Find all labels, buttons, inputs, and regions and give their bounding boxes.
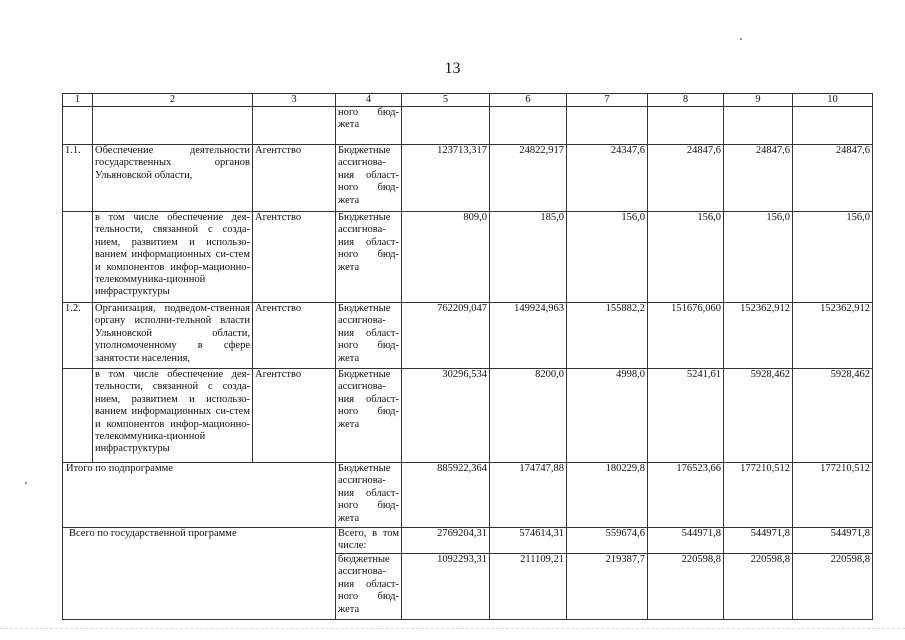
subtotal-label: Итого по подпрограмме xyxy=(63,463,336,528)
value-cell: 8200,0 xyxy=(490,369,567,463)
value-cell xyxy=(648,107,724,145)
header-cell: 6 xyxy=(490,94,567,107)
page-number: 13 xyxy=(444,60,461,77)
row-number-cell: 1.2. xyxy=(63,303,93,369)
budget-table xyxy=(62,93,873,620)
value-cell: 24847,6 xyxy=(793,145,873,212)
executor-cell: Агентство xyxy=(253,145,336,212)
name-cell: Организация, подведом-ственная органу исполни-тельной власти Ульяновской области, уполномоченному в сфере занятости населения, xyxy=(93,303,253,369)
value-cell xyxy=(567,107,648,145)
value-cell: 220598,8 xyxy=(648,554,724,620)
header-row xyxy=(63,94,873,107)
value-cell xyxy=(724,107,793,145)
value-cell: 180229,8 xyxy=(567,463,648,528)
row-number-cell xyxy=(63,212,93,303)
source-cell: Бюджетные ассигнова-ния област-ного бюд-жета xyxy=(336,145,402,212)
value-cell: 177210,512 xyxy=(793,463,873,528)
value-cell: 177210,512 xyxy=(724,463,793,528)
header-cell: 5 xyxy=(402,94,490,107)
value-cell: 156,0 xyxy=(793,212,873,303)
source-cell: Всего, в том числе: xyxy=(336,528,402,554)
scan-speck xyxy=(25,482,27,484)
executor-cell: Агентство xyxy=(253,212,336,303)
value-cell: 1092293,31 xyxy=(402,554,490,620)
value-cell: 5241,61 xyxy=(648,369,724,463)
name-cell xyxy=(93,107,253,145)
scan-speck xyxy=(740,38,742,40)
value-cell: 211109,21 xyxy=(490,554,567,620)
table-row xyxy=(63,303,873,369)
source-cell: Бюджетные ассигнова-ния област-ного бюд-жета xyxy=(336,369,402,463)
table-row xyxy=(63,212,873,303)
source-cell: Бюджетные ассигнова-ния област-ного бюд-жета xyxy=(336,303,402,369)
value-cell: 155882,2 xyxy=(567,303,648,369)
header-cell: 1 xyxy=(63,94,93,107)
value-cell: 156,0 xyxy=(567,212,648,303)
value-cell: 123713,317 xyxy=(402,145,490,212)
source-cell: Бюджетные ассигнова-ния област-ного бюд-жета xyxy=(336,212,402,303)
source-cell: ного бюд-жета xyxy=(336,107,402,145)
value-cell: 220598,8 xyxy=(793,554,873,620)
value-cell: 151676,060 xyxy=(648,303,724,369)
value-cell: 809,0 xyxy=(402,212,490,303)
value-cell: 2769204,31 xyxy=(402,528,490,554)
value-cell: 174747,88 xyxy=(490,463,567,528)
value-cell: 5928,462 xyxy=(793,369,873,463)
value-cell: 559674,6 xyxy=(567,528,648,554)
header-cell: 8 xyxy=(648,94,724,107)
value-cell: 185,0 xyxy=(490,212,567,303)
value-cell: 220598,8 xyxy=(724,554,793,620)
table-row xyxy=(63,369,873,463)
continuation-row xyxy=(63,107,873,145)
name-cell: в том числе обеспечение дея-тельности, связанной с созда-нием, развитием и использо-ванием информационных си-стем и компонентов инфор-мационно-телекоммуника-ционной инфраструктуры xyxy=(93,212,253,303)
value-cell: 149924,963 xyxy=(490,303,567,369)
total-label: Всего по государственной программе xyxy=(63,528,336,620)
value-cell: 544971,8 xyxy=(793,528,873,554)
value-cell: 152362,912 xyxy=(724,303,793,369)
value-cell: 4998,0 xyxy=(567,369,648,463)
source-cell: Бюджетные ассигнова-ния област-ного бюд-жета xyxy=(336,463,402,528)
value-cell: 152362,912 xyxy=(793,303,873,369)
name-cell: в том числе обеспечение дея-тельности, связанной с созда-нием, развитием и использо-ванием информационных си-стем и компонентов инфор-мационно-телекоммуника-ционной инфраструктуры xyxy=(93,369,253,463)
value-cell: 544971,8 xyxy=(648,528,724,554)
value-cell: 24822,917 xyxy=(490,145,567,212)
value-cell: 885922,364 xyxy=(402,463,490,528)
header-cell: 9 xyxy=(724,94,793,107)
value-cell xyxy=(402,107,490,145)
executor-cell: Агентство xyxy=(253,303,336,369)
header-cell: 7 xyxy=(567,94,648,107)
value-cell: 762209,047 xyxy=(402,303,490,369)
value-cell: 156,0 xyxy=(724,212,793,303)
value-cell: 24347,6 xyxy=(567,145,648,212)
scan-edge xyxy=(0,628,905,629)
source-cell: бюджетные ассигнова-ния област-ного бюд-жета xyxy=(336,554,402,620)
header-cell: 4 xyxy=(336,94,402,107)
row-number-cell xyxy=(63,369,93,463)
value-cell: 5928,462 xyxy=(724,369,793,463)
value-cell: 574614,31 xyxy=(490,528,567,554)
value-cell: 156,0 xyxy=(648,212,724,303)
value-cell xyxy=(793,107,873,145)
value-cell: 30296,534 xyxy=(402,369,490,463)
row-number-cell: 1.1. xyxy=(63,145,93,212)
table-row xyxy=(63,145,873,212)
header-cell: 3 xyxy=(253,94,336,107)
executor-cell: Агентство xyxy=(253,369,336,463)
header-cell: 2 xyxy=(93,94,253,107)
value-cell: 219387,7 xyxy=(567,554,648,620)
total-row xyxy=(63,528,873,554)
subtotal-row xyxy=(63,463,873,528)
value-cell: 544971,8 xyxy=(724,528,793,554)
executor-cell xyxy=(253,107,336,145)
header-cell: 10 xyxy=(793,94,873,107)
value-cell: 24847,6 xyxy=(724,145,793,212)
value-cell xyxy=(490,107,567,145)
value-cell: 176523,66 xyxy=(648,463,724,528)
value-cell: 24847,6 xyxy=(648,145,724,212)
name-cell: Обеспечение деятельности государственных органов Ульяновской области, xyxy=(93,145,253,212)
row-number-cell xyxy=(63,107,93,145)
